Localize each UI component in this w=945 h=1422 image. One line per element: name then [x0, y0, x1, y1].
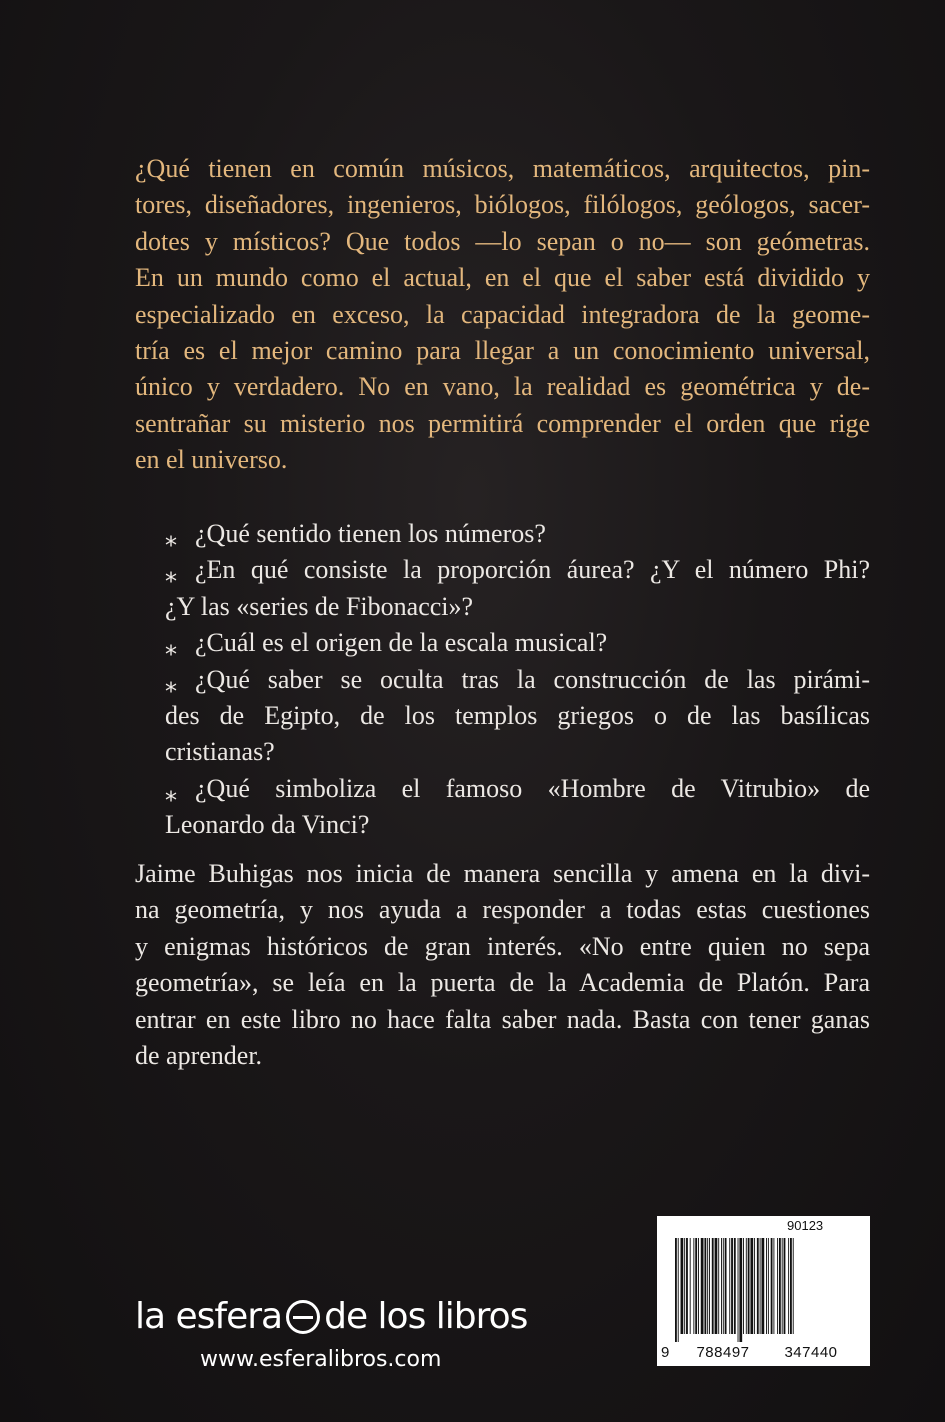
intro-line: tores, diseñadores, ingenieros, biólogos, filólogos, geólogos, sacer- [135, 190, 870, 220]
barcode-bar [715, 1238, 718, 1334]
barcode-bar [693, 1238, 694, 1334]
closing-line: Jaime Buhigas nos inicia de manera sencilla y amena en la divi- [135, 859, 870, 888]
question-line: ¿Y las «series de Fibonacci»? [165, 591, 474, 621]
barcode-bar [678, 1238, 679, 1342]
question-line: ¿Qué sentido tienen los números? [195, 519, 546, 548]
closing-line: de aprender. [135, 1041, 263, 1071]
question-item [165, 662, 870, 771]
isbn-digit-group-2: 347440 [784, 1344, 838, 1361]
barcode-bar [773, 1238, 774, 1334]
closing-line: entrar en este libro no hace falta saber nada. Basta con tener ganas [135, 1004, 870, 1034]
barcode-bar [738, 1238, 739, 1342]
barcode-bar [725, 1238, 727, 1334]
barcode-bars [675, 1238, 853, 1342]
question-line: ¿Cuál es el origen de la escala musical? [195, 628, 608, 658]
publisher-name-part-1: la esfera [135, 1296, 283, 1337]
question-line: cristianas? [165, 737, 275, 767]
question-line: ¿Qué simboliza el famoso «Hombre de Vitrubio» de [195, 773, 870, 803]
question-line: ¿Qué saber se oculta tras la construcción de las pirámi- [195, 664, 870, 694]
barcode-bar [777, 1238, 778, 1334]
question-list [165, 516, 870, 844]
barcode-bar [686, 1238, 688, 1334]
intro-line: ¿Qué tienen en común músicos, matemáticos, arquitectos, pin- [135, 154, 870, 183]
question-item [165, 552, 870, 625]
price-code: 90123 [787, 1218, 824, 1233]
barcode-bar [729, 1238, 730, 1334]
asterisk-bullet-icon: ⁎ [165, 669, 177, 698]
barcode-bar [718, 1238, 719, 1334]
barcode-bar [779, 1238, 781, 1334]
barcode-bar [790, 1238, 792, 1334]
barcode-bar [782, 1238, 783, 1334]
isbn-digits [661, 1344, 866, 1361]
barcode-bar [748, 1238, 750, 1334]
barcode-bar [701, 1238, 704, 1334]
barcode-bar [712, 1238, 714, 1334]
barcode-bar [681, 1238, 684, 1334]
publisher-name-part-2: de los libros [324, 1296, 528, 1337]
question-item [165, 625, 870, 661]
barcode-bar [788, 1238, 789, 1334]
question-line: ¿En qué consiste la proporción áurea? ¿Y el número Phi? [195, 555, 870, 585]
question-line: Leonardo da Vinci? [165, 810, 370, 840]
question-item [165, 771, 870, 844]
barcode-bar [761, 1238, 764, 1334]
barcode-bar [684, 1238, 685, 1334]
barcode-bar [757, 1238, 759, 1334]
barcode-bar [675, 1238, 677, 1342]
barcode-bar [721, 1238, 722, 1334]
intro-line: único y verdadero. No en vano, la realidad es geométrica y de- [135, 372, 870, 402]
asterisk-bullet-icon: ⁎ [165, 560, 177, 589]
barcode-bar [695, 1238, 697, 1334]
barcode-bar [704, 1238, 706, 1334]
barcode-bar [743, 1238, 744, 1334]
barcode-bar [698, 1238, 699, 1334]
barcode-bar [793, 1238, 794, 1334]
intro-paragraph [135, 151, 870, 479]
barcode-bar [734, 1238, 736, 1334]
closing-line: geometría», se leía en la puerta de la Academia de Platón. Para [135, 968, 870, 998]
intro-line: tría es el mejor camino para llegar a un conocimiento universal, [135, 336, 870, 366]
intro-line: dotes y místicos? Que todos —lo sepan o no— son geómetras. [135, 226, 870, 256]
barcode-bar [750, 1238, 753, 1334]
barcode-bar [746, 1238, 747, 1334]
barcode-bar [771, 1238, 773, 1334]
asterisk-bullet-icon: ⁎ [165, 524, 177, 552]
intro-line: en el universo. [135, 445, 288, 475]
isbn-barcode [657, 1216, 870, 1366]
question-line: des de Egipto, de los templos griegos o de las basílicas [165, 701, 870, 731]
barcode-bar [768, 1238, 769, 1334]
asterisk-bullet-icon: ⁎ [165, 778, 177, 807]
intro-line: sentrañar su misterio nos permitirá comprender el orden que rige [135, 408, 870, 438]
closing-line: y enigmas históricos de gran interés. «No entre quien no sepa [135, 931, 870, 961]
publisher-website: www.esferalibros.com [200, 1347, 442, 1372]
intro-line: En un mundo como el actual, en el que el saber está dividido y [135, 263, 870, 293]
e-circle-icon [286, 1300, 320, 1334]
isbn-digit-prefix: 9 [661, 1344, 670, 1361]
intro-line: especializado en exceso, la capacidad integradora de la geome- [135, 299, 870, 329]
closing-paragraph [135, 856, 870, 1074]
publisher-logo [135, 1296, 527, 1337]
barcode-bar [731, 1238, 733, 1334]
barcode-bar [766, 1238, 767, 1334]
asterisk-bullet-icon: ⁎ [165, 633, 177, 662]
barcode-bar [784, 1238, 786, 1334]
barcode-bar [690, 1238, 691, 1334]
barcode-bar [707, 1238, 708, 1334]
barcode-bar [709, 1238, 710, 1334]
isbn-digit-group-1: 788497 [696, 1344, 750, 1361]
barcode-bar [760, 1238, 761, 1334]
barcode-bar [739, 1238, 742, 1342]
closing-line: na geometría, y nos ayuda a responder a todas estas cuestiones [135, 895, 870, 925]
barcode-bar [754, 1238, 755, 1334]
question-item [165, 516, 870, 552]
barcode-bar [723, 1238, 724, 1334]
